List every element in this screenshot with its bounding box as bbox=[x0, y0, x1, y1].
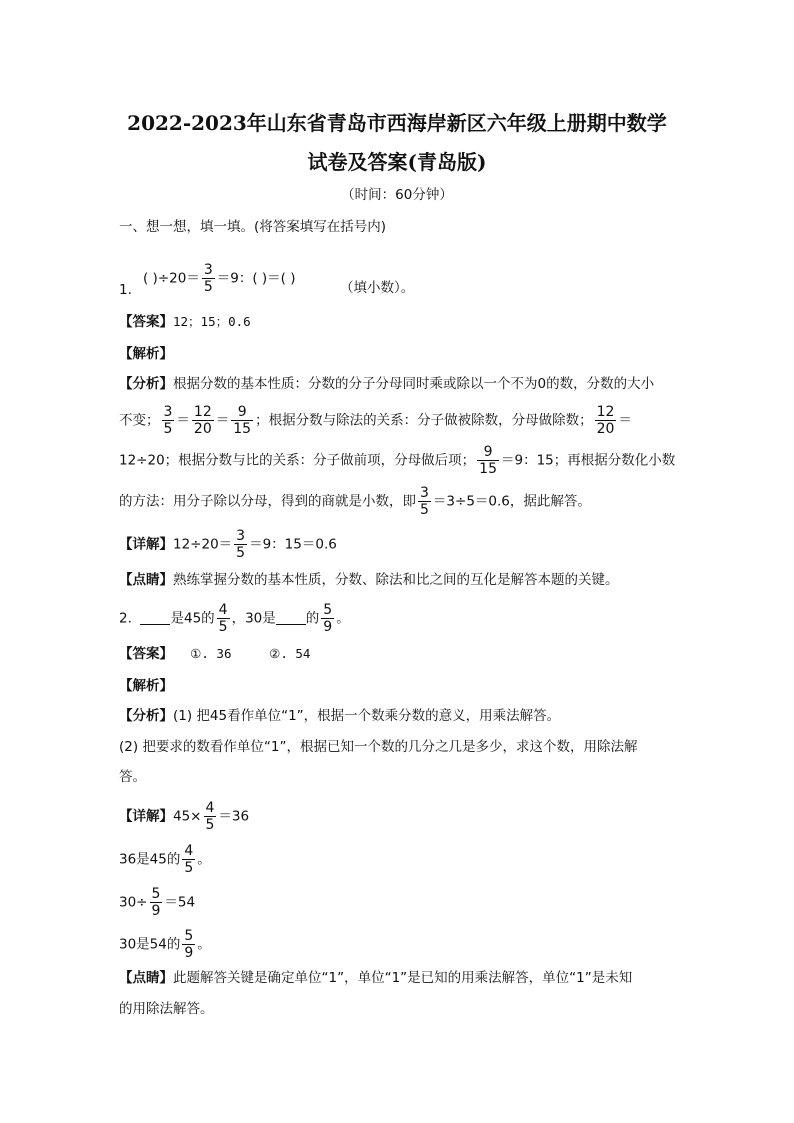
fraction: $\frac{5}{9}$ bbox=[323, 602, 333, 635]
q2-fenxi-line2: (2) 把要求的数看作单位“1”，根据已知一个数的几分之几是多少，求这个数，用除法解 bbox=[119, 739, 638, 755]
q2-detail-line1: 【详解】45× $\frac{4}{5}$ ＝36 bbox=[119, 800, 250, 833]
fraction: $\frac{4}{5}$ bbox=[205, 800, 215, 833]
q1-note: （填小数）。 bbox=[340, 280, 415, 296]
fraction: $\frac{3}{5}$ bbox=[203, 262, 213, 295]
q1-fenxi-line1: 【分析】根据分数的基本性质：分数的分子分母同时乘或除以一个不为0的数，分数的大小 bbox=[119, 376, 655, 392]
fraction: $\frac{9}{15}$ bbox=[233, 404, 252, 437]
q1-dianjing: 【点睛】熟练掌握分数的基本性质，分数、除法和比之间的互化是解答本题的关键。 bbox=[119, 572, 619, 588]
q2-dianjing-line1: 【点睛】此题解答关键是确定单位“1”，单位“1”是已知的用乘法解答，单位“1”是未知 bbox=[119, 970, 633, 986]
q2-analysis-label: 【解析】 bbox=[119, 678, 173, 694]
q1-equation: ( )÷20＝ $\frac{3}{5}$ ＝9：( )＝( ) bbox=[143, 262, 296, 295]
fraction: $\frac{3}{5}$ bbox=[420, 485, 429, 518]
fraction: $\frac{3}{5}$ bbox=[236, 528, 246, 561]
q1-detail: 【详解】12÷20＝ $\frac{3}{5}$ ＝9：15＝0.6 bbox=[119, 528, 337, 561]
section-heading: 一、想一想，填一填。(将答案填写在括号内) bbox=[119, 219, 387, 235]
q2-answer: 【答案】 ①. 36 ②. 54 bbox=[119, 646, 311, 662]
fraction: $\frac{9}{15}$ bbox=[479, 444, 497, 477]
q1-number: 1. bbox=[119, 282, 132, 298]
q1-fenxi-line4: 的方法：用分子除以分母，得到的商就是小数，即 $\frac{3}{5}$ ＝3÷5＝0.6，据此解答。 bbox=[119, 485, 591, 518]
q2-fenxi-line1: 【分析】(1) 把45看作单位“1”，根据一个数乘分数的意义，用乘法解答。 bbox=[119, 708, 561, 724]
fraction: $\frac{12}{20}$ bbox=[596, 404, 615, 437]
fraction: $\frac{5}{9}$ bbox=[151, 886, 161, 919]
q2-question: 2. 是45的 $\frac{4}{5}$ ，30是 的 $\frac{5}{9}$ 。 bbox=[119, 602, 350, 635]
q2-detail-line2: 36是45的 $\frac{4}{5}$ 。 bbox=[119, 843, 211, 876]
q1-fenxi-line3: 12÷20；根据分数与比的关系：分子做前项，分母做后项； $\frac{9}{15}$ ＝9：15；再根据分数化小数 bbox=[119, 444, 676, 477]
document-title-line2: 试卷及答案(青岛版) bbox=[307, 150, 487, 174]
fraction: $\frac{5}{9}$ bbox=[184, 928, 194, 961]
q2-fenxi-line3: 答。 bbox=[119, 769, 146, 785]
q1-answer: 【答案】12；15；0.6 bbox=[119, 314, 251, 330]
q2-dianjing-line2: 的用除法解答。 bbox=[119, 1001, 214, 1017]
document-title-line1: 2022-2023年山东省青岛市西海岸新区六年级上册期中数学 bbox=[127, 111, 667, 135]
fraction: $\frac{3}{5}$ bbox=[163, 404, 173, 437]
fraction: $\frac{12}{20}$ bbox=[193, 404, 212, 437]
fraction: $\frac{4}{5}$ bbox=[218, 602, 228, 635]
answer-blank bbox=[140, 610, 170, 625]
q2-detail-line3: 30÷ $\frac{5}{9}$ ＝54 bbox=[119, 886, 196, 919]
q2-detail-line4: 30是54的 $\frac{5}{9}$ 。 bbox=[119, 928, 211, 961]
q1-fenxi-line2: 不变； $\frac{3}{5}$ ＝ $\frac{12}{20}$ ＝ $\frac{9}{15}$ ；根据分数与除法的关系：分子做被除数，分母做除数； $\frac{12}{20}$ ＝ bbox=[119, 404, 632, 437]
exam-time: （时间：60分钟） bbox=[341, 187, 453, 203]
q1-analysis-label: 【解析】 bbox=[119, 346, 173, 362]
fraction: $\frac{4}{5}$ bbox=[184, 843, 194, 876]
answer-blank bbox=[276, 610, 306, 625]
